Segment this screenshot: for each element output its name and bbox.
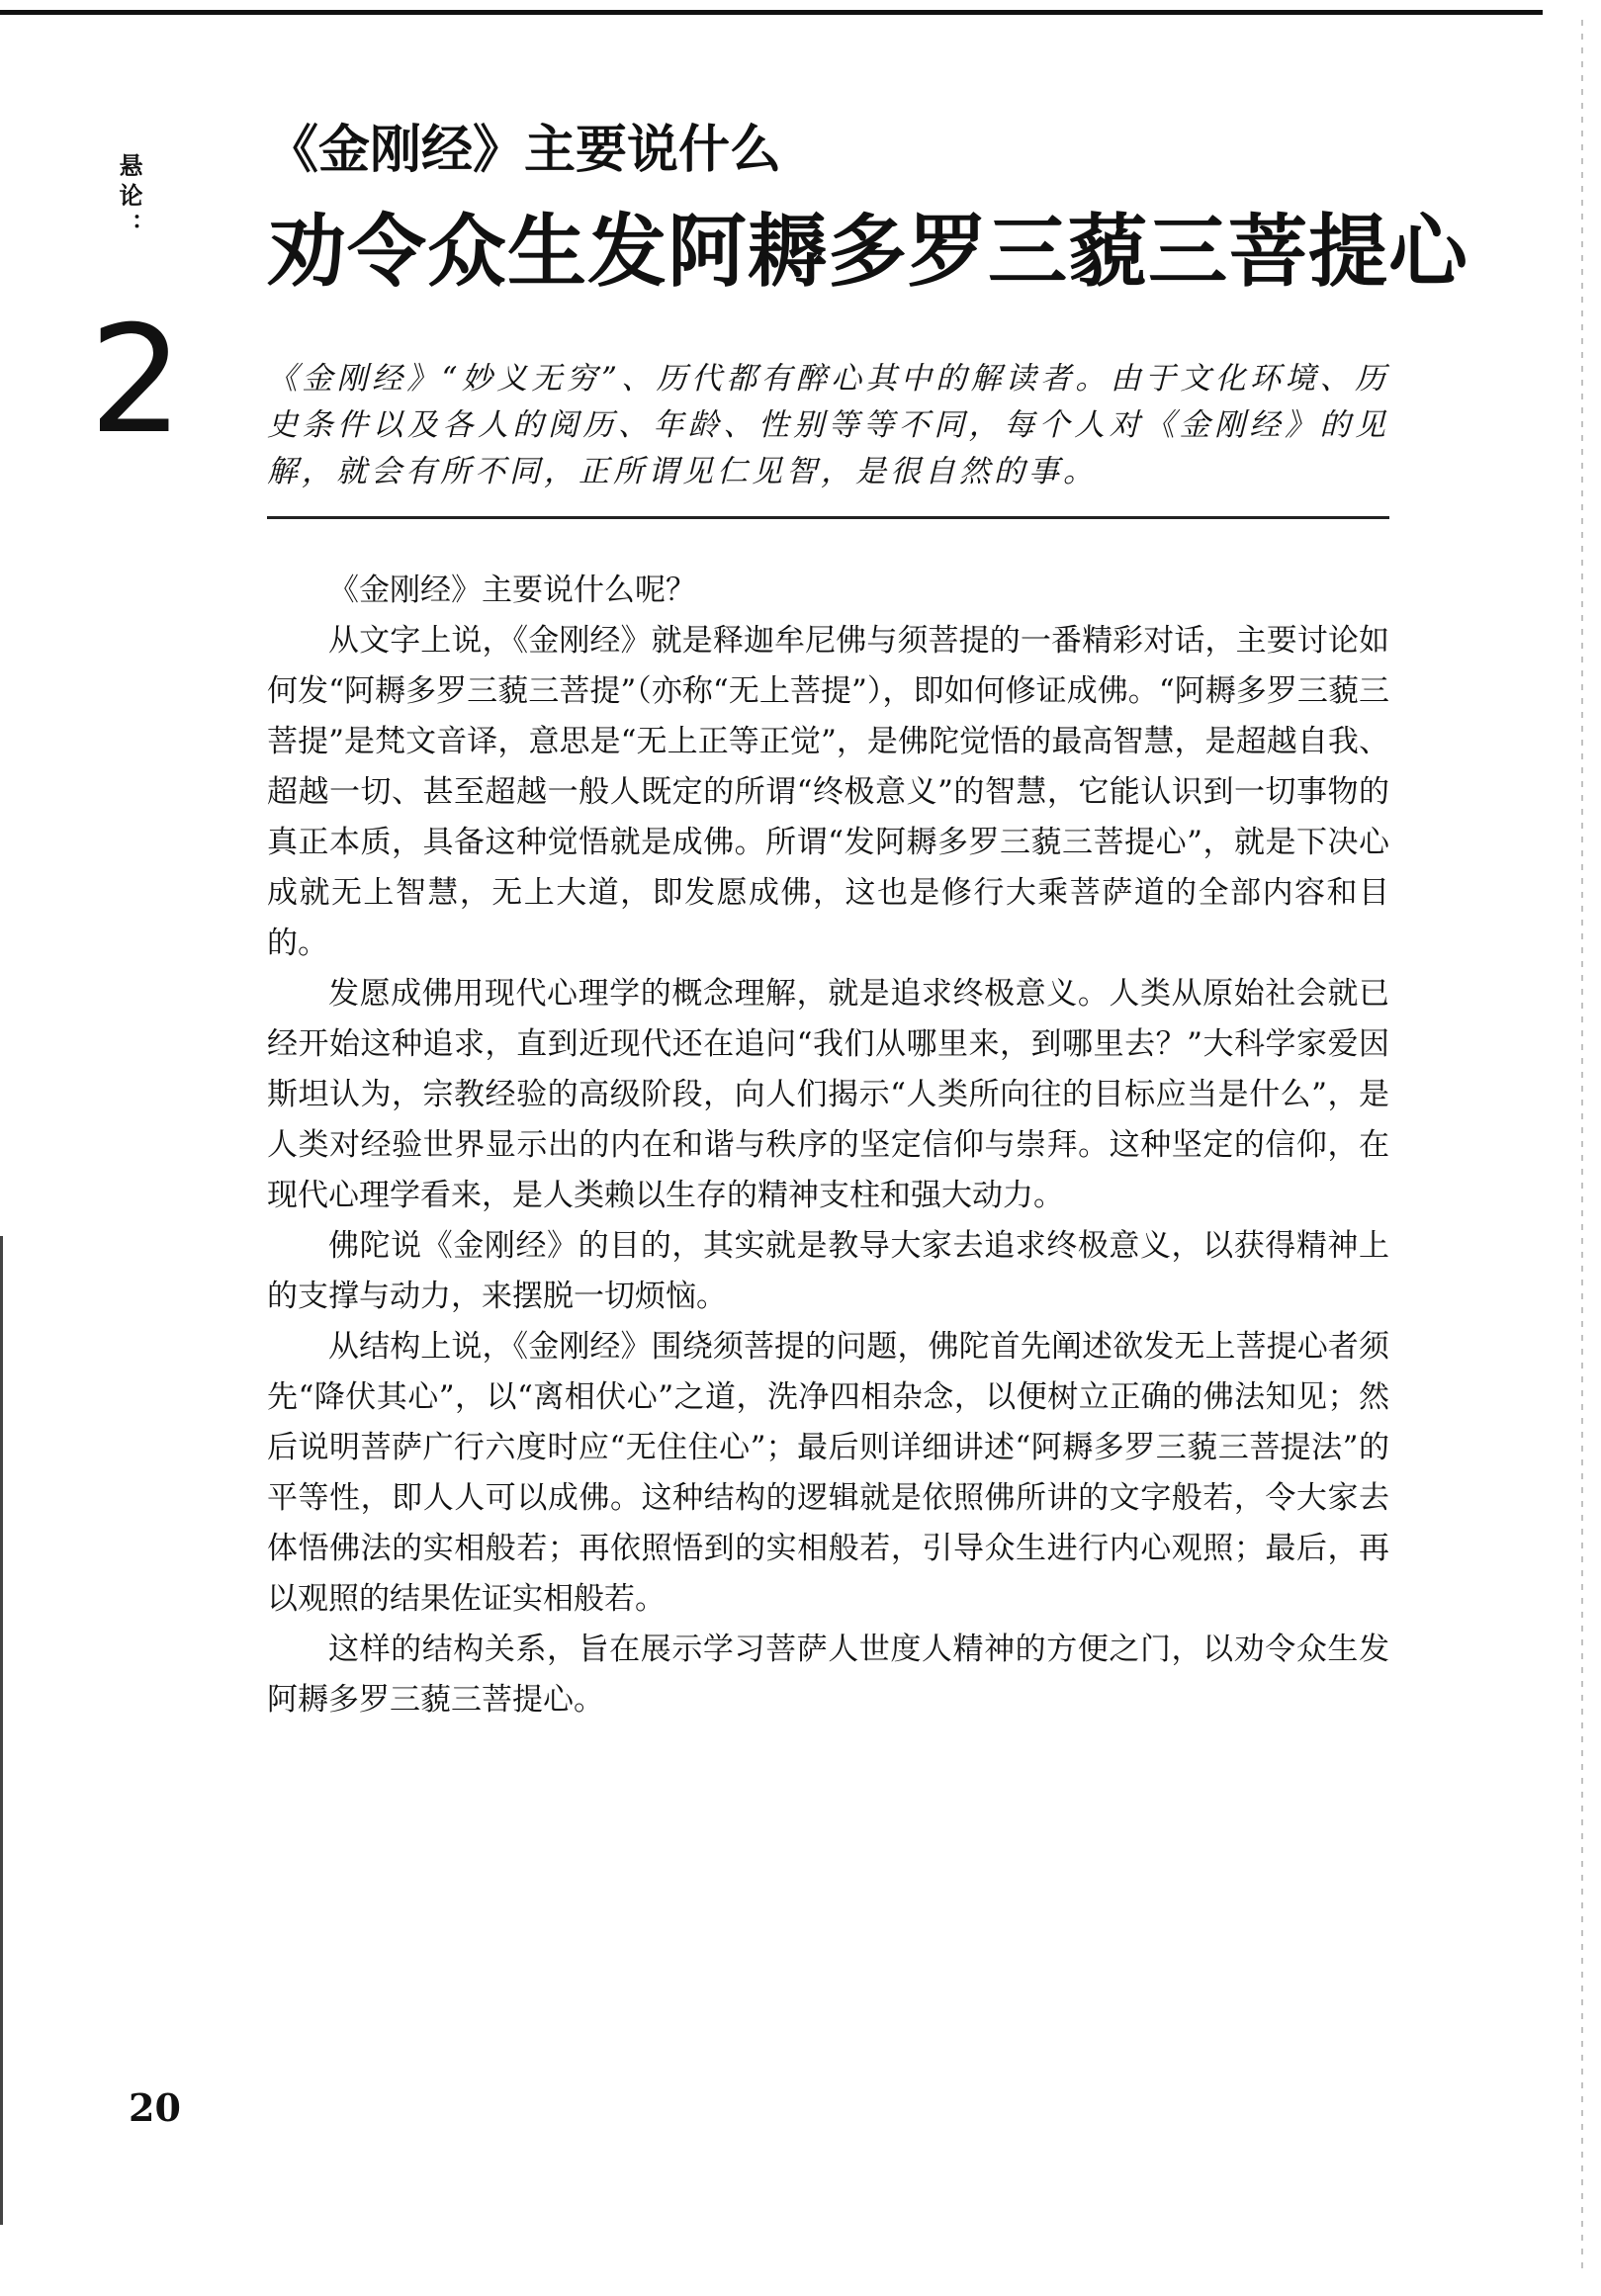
page-number: 20 (129, 2085, 181, 2130)
chapter-subtitle: 《金刚经》主要说什么 (267, 120, 782, 180)
paragraph: 发愿成佛用现代心理学的概念理解，就是追求终极意义。人类从原始社会就已经开始这种追求，直到近现代还在追问“我们从哪里来，到哪里去？”大科学家爱因斯坦认为，宗教经验的高级阶段，向人们揭示“人类所向往的目标应当是什么”，是人类对经验世界显示出的内在和谐与秩序的坚定信仰与崇拜。这种坚定的信仰，在现代心理学看来，是人类赖以生存的精神支柱和强大动力。 (267, 976, 1389, 1213)
chapter-title: 劝令众生发阿耨多罗三藐三菩提心 (267, 206, 1468, 298)
section-label: 悬论： (115, 153, 142, 242)
chapter-number: 2 (89, 295, 184, 467)
paragraph: 从结构上说，《金刚经》围绕须菩提的问题，佛陀首先阐述欲发无上菩提心者须先“降伏其心”，以“离相伏心”之道，洗净四相杂念，以便树立正确的佛法知见；然后说明菩萨广行六度时应“无住住心”；最后则详细讲述“阿耨多罗三藐三菩提法”的平等性，即人人可以成佛。这种结构的逻辑就是依照佛所讲的文字般若，令大家去体悟佛法的实相般若；再依照悟到的实相般若，引导众生进行内心观照；最后，再以观照的结果佐证实相般若。 (267, 1329, 1389, 1617)
paragraph: 从文字上说，《金刚经》就是释迦牟尼佛与须菩提的一番精彩对话，主要讨论如何发“阿耨多罗三藐三菩提”（亦称“无上菩提”），即如何修证成佛。“阿耨多罗三藐三菩提”是梵文音译，意思是“无上正等正觉”，是佛陀觉悟的最高智慧，是超越自我、超越一切、甚至超越一般人既定的所谓“终极意义”的智慧，它能认识到一切事物的真正本质，具备这种觉悟就是成佛。所谓“发阿耨多罗三藐三菩提心”，就是下决心成就无上智慧，无上大道，即发愿成佛，这也是修行大乘菩萨道的全部内容和目的。 (267, 623, 1389, 961)
chapter-intro: 《金刚经》“妙义无穷”、历代都有醉心其中的解读者。由于文化环境、历史条件以及各人的阅历、年龄、性别等等不同，每个人对《金刚经》的见解，就会有所不同，正所谓见仁见智，是很自然的事。 (267, 361, 1389, 489)
page-edge-left (0, 1236, 3, 2225)
paragraph: 《金刚经》主要说什么呢？ (328, 573, 696, 608)
intro-divider (267, 516, 1389, 519)
paragraph: 佛陀说《金刚经》的目的，其实就是教导大家去追求终极意义，以获得精神上的支撑与动力，来摆脱一切烦恼。 (267, 1228, 1389, 1314)
article-body (267, 566, 1389, 1725)
paragraph: 这样的结构关系，旨在展示学习菩萨人世度人精神的方便之门，以劝令众生发阿耨多罗三藐三菩提心。 (267, 1632, 1389, 1718)
page-edge-right (1581, 20, 1583, 2274)
top-rule (0, 10, 1543, 15)
